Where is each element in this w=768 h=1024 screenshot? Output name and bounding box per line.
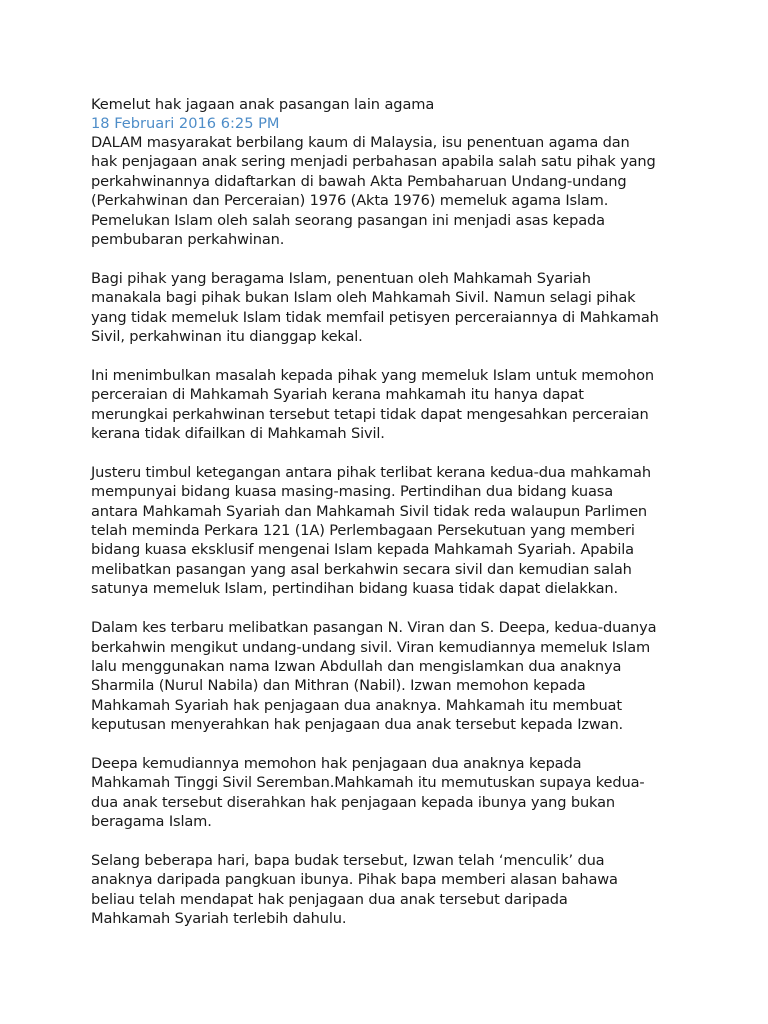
paragraph-line: antara Mahkamah Syariah dan Mahkamah Sivil tidak reda walaupun Parlimen <box>91 502 647 520</box>
article-paragraph <box>91 133 691 249</box>
paragraph-line: Sivil, perkahwinan itu dianggap kekal. <box>91 328 363 346</box>
paragraph-line: melibatkan pasangan yang asal berkahwin secara sivil dan kemudian salah <box>91 560 632 578</box>
paragraph-line: telah meminda Perkara 121 (1A) Perlembagaan Persekutuan yang memberi <box>91 522 635 540</box>
paragraph-line: Mahkamah Tinggi Sivil Seremban.Mahkamah itu memutuskan supaya kedua- <box>91 774 645 792</box>
paragraph-line: Deepa kemudiannya memohon hak penjagaan dua anaknya kepada <box>91 754 582 772</box>
paragraph-line: (Perkahwinan dan Perceraian) 1976 (Akta 1976) memeluk agama Islam. <box>91 192 609 210</box>
paragraph-line: dua anak tersebut diserahkan hak penjagaan kepada ibunya yang bukan <box>91 793 615 811</box>
article-paragraph <box>91 269 691 347</box>
paragraph-line: Justeru timbul ketegangan antara pihak terlibat kerana kedua-dua mahkamah <box>91 463 651 481</box>
paragraph-line: Sharmila (Nurul Nabila) dan Mithran (Nabil). Izwan memohon kepada <box>91 677 586 695</box>
paragraph-line: keputusan menyerahkan hak penjagaan dua anak tersebut kepada Izwan. <box>91 716 624 734</box>
paragraph-line: Mahkamah Syariah terlebih dahulu. <box>91 910 347 928</box>
paragraph-line: bidang kuasa eksklusif mengenai Islam kepada Mahkamah Syariah. Apabila <box>91 541 634 559</box>
paragraph-line: lalu menggunakan nama Izwan Abdullah dan mengislamkan dua anaknya <box>91 657 622 675</box>
paragraph-line: satunya memeluk Islam, pertindihan bidang kuasa tidak dapat dielakkan. <box>91 580 619 598</box>
paragraph-line: merungkai perkahwinan tersebut tetapi tidak dapat mengesahkan perceraian <box>91 405 649 423</box>
document-page <box>91 95 691 948</box>
paragraph-line: pembubaran perkahwinan. <box>91 231 285 249</box>
paragraph-line: yang tidak memeluk Islam tidak memfail petisyen perceraiannya di Mahkamah <box>91 308 659 326</box>
paragraph-line: beliau telah mendapat hak penjagaan dua anak tersebut daripada <box>91 890 568 908</box>
paragraph-line: Dalam kes terbaru melibatkan pasangan N. Viran dan S. Deepa, kedua-duanya <box>91 619 657 637</box>
paragraph-line: Mahkamah Syariah hak penjagaan dua anaknya. Mahkamah itu membuat <box>91 696 622 714</box>
article-paragraph <box>91 463 691 599</box>
paragraph-line: mempunyai bidang kuasa masing-masing. Pertindihan dua bidang kuasa <box>91 483 614 501</box>
article-date: 18 Februari 2016 6:25 PM <box>91 115 280 132</box>
paragraph-line: perkahwinannya didaftarkan di bawah Akta Pembaharuan Undang-undang <box>91 172 627 190</box>
article-paragraph <box>91 366 691 444</box>
paragraph-line: perceraian di Mahkamah Syariah kerana mahkamah itu hanya dapat <box>91 386 584 404</box>
paragraph-line: Selang beberapa hari, bapa budak tersebut, Izwan telah ‘menculik’ dua <box>91 851 605 869</box>
paragraph-line: DALAM masyarakat berbilang kaum di Malaysia, isu penentuan agama dan <box>91 134 630 151</box>
paragraph-line: Bagi pihak yang beragama Islam, penentuan oleh Mahkamah Syariah <box>91 269 591 287</box>
article-paragraph <box>91 618 691 734</box>
article-paragraph <box>91 754 691 832</box>
paragraph-line: anaknya daripada pangkuan ibunya. Pihak bapa memberi alasan bahawa <box>91 871 618 889</box>
paragraph-line: kerana tidak difailkan di Mahkamah Sivil. <box>91 425 385 443</box>
article-body <box>91 133 691 929</box>
article-title: Kemelut hak jagaan anak pasangan lain agama <box>91 96 435 113</box>
paragraph-line: Ini menimbulkan masalah kepada pihak yang memeluk Islam untuk memohon <box>91 366 654 384</box>
paragraph-line: manakala bagi pihak bukan Islam oleh Mahkamah Sivil. Namun selagi pihak <box>91 289 636 307</box>
article-paragraph <box>91 851 691 929</box>
paragraph-line: beragama Islam. <box>91 813 212 831</box>
paragraph-line: Pemelukan Islam oleh salah seorang pasangan ini menjadi asas kepada <box>91 211 605 229</box>
paragraph-line: hak penjagaan anak sering menjadi perbahasan apabila salah satu pihak yang <box>91 153 656 171</box>
paragraph-line: berkahwin mengikut undang-undang sivil. Viran kemudiannya memeluk Islam <box>91 638 651 656</box>
